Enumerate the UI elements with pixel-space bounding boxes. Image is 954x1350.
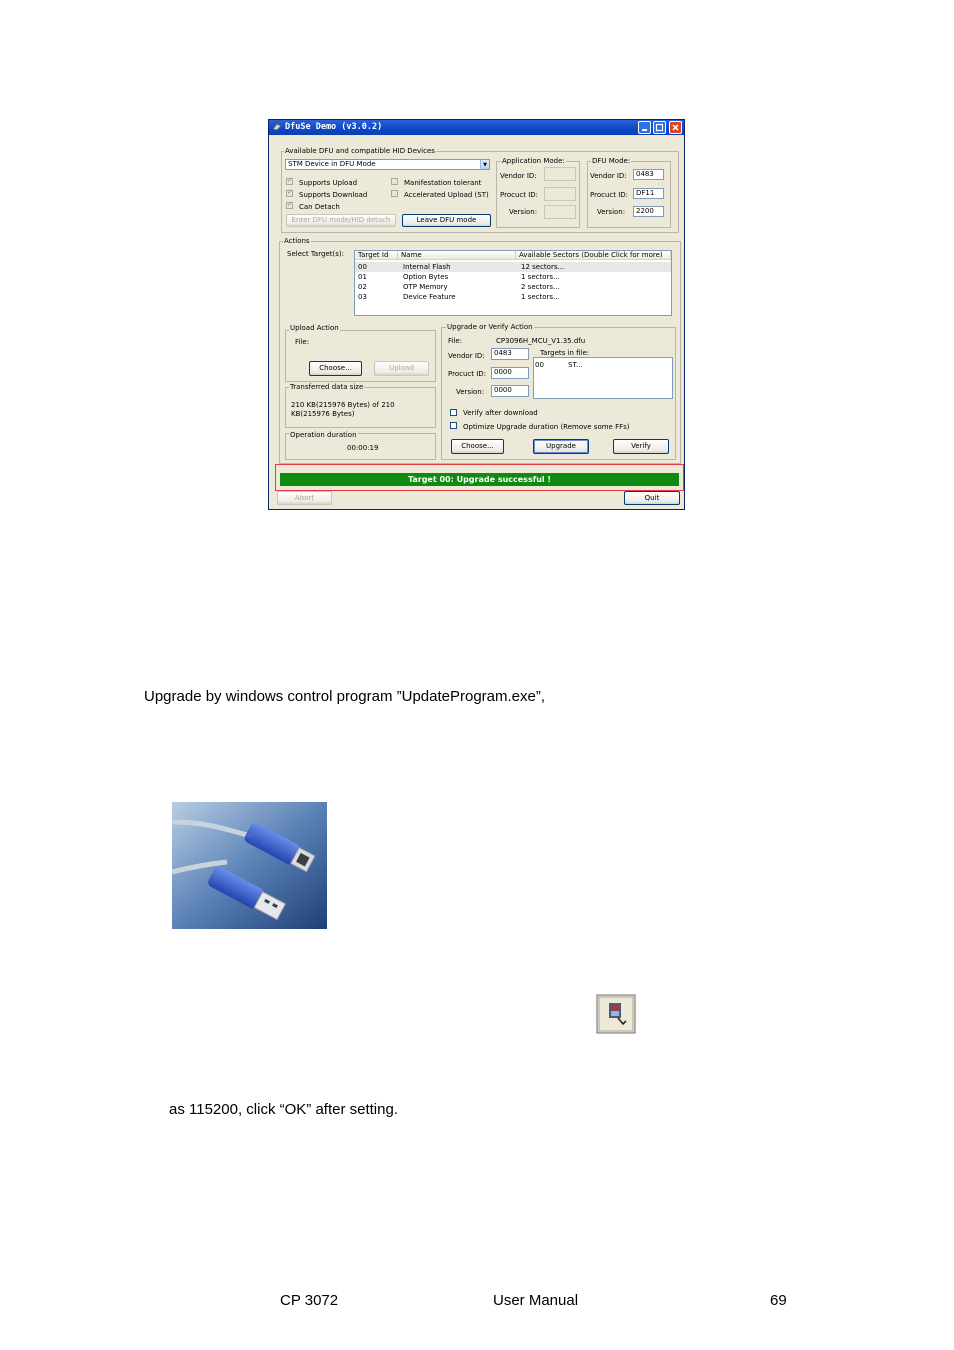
targets-in-file-id[interactable]: 00 [535,361,544,369]
dfu-version-label: Version: [597,208,626,216]
cell-target-id: 02 [358,283,367,291]
duration-label: Operation duration [290,431,357,439]
usb-cable-image [172,802,327,929]
app-vendor-id-field[interactable] [544,167,576,181]
upload-action-label: Upload Action [290,324,339,332]
close-button[interactable] [669,121,682,134]
column-target-id[interactable]: Target Id [355,251,398,260]
table-row[interactable] [355,282,671,292]
upgrade-product-id-label: Procuct ID: [448,370,487,378]
maximize-icon [654,122,665,133]
footer-page-number: 69 [770,1292,787,1309]
optimize-upgrade-label: Optimize Upgrade duration (Remove some FFs) [463,423,630,431]
upgrade-file-value: CP3096H_MCU_V1.35.dfu [496,337,586,345]
upgrade-version-label: Version: [456,388,485,396]
minimize-button[interactable] [638,121,651,134]
dfu-version-field[interactable]: 2200 [633,206,664,217]
supports-upload-label: Supports Upload [299,179,358,187]
device-select-value: STM Device in DFU Mode [288,160,376,168]
status-message: Target 00: Upgrade successful ! [280,473,679,486]
cell-name: Internal Flash [403,263,451,271]
chevron-down-icon[interactable]: ▼ [480,160,489,169]
upgrade-product-id-field[interactable]: 0000 [491,367,529,379]
targets-in-file-name[interactable]: ST... [568,361,583,369]
targets-in-file-group [533,357,673,399]
duration-value: 00:00:19 [347,444,379,452]
upgrade-vendor-id-field[interactable]: 0483 [491,348,529,360]
leave-dfu-mode-button[interactable]: Leave DFU mode [402,214,491,227]
upgrade-choose-button[interactable]: Choose... [451,439,504,454]
footer-model: CP 3072 [280,1292,339,1309]
app-icon [272,123,282,131]
select-target-label: Select Target(s): [287,250,344,258]
dfu-product-id-field[interactable]: DF11 [633,188,664,199]
app-vendor-id-label: Vendor ID: [500,172,537,180]
serial-port-icon [596,994,636,1034]
application-mode-label: Application Mode: [502,157,565,165]
cell-sectors: 1 sectors... [521,273,560,281]
supports-upload-checkbox[interactable] [286,178,293,185]
targets-in-file-label: Targets in file: [540,349,590,357]
window-title: DfuSe Demo (v3.0.2) [285,122,383,132]
app-product-id-field[interactable] [544,187,576,201]
maximize-button[interactable] [653,121,666,134]
upload-choose-button[interactable]: Choose... [309,361,362,376]
usb-cable-photo [172,802,327,929]
upgrade-action-label: Upgrade or Verify Action [447,323,533,331]
transferred-label: Transferred data size [290,383,364,391]
column-name[interactable]: Name [398,251,516,260]
supports-download-label: Supports Download [299,191,368,199]
optimize-upgrade-checkbox[interactable] [450,422,457,429]
upgrade-instruction-text: Upgrade by windows control program ”UpdateProgram.exe”, [144,688,546,705]
accelerated-upload-checkbox[interactable] [391,190,398,197]
enter-dfu-mode-button[interactable]: Enter DFU mode/HID detach [286,214,396,227]
abort-button[interactable]: Abort [277,491,332,505]
cell-sectors: 2 sectors... [521,283,560,291]
cell-sectors: 12 sectors... [521,263,565,271]
app-version-field[interactable] [544,205,576,219]
upgrade-version-field[interactable]: 0000 [491,385,529,397]
upgrade-vendor-id-label: Vendor ID: [448,352,485,360]
table-row[interactable] [355,272,671,282]
verify-after-download-label: Verify after download [463,409,538,417]
verify-button[interactable]: Verify [613,439,669,454]
column-sectors[interactable]: Available Sectors (Double Click for more) [516,251,671,260]
cell-target-id: 03 [358,293,367,301]
upgrade-file-label: File: [448,337,463,345]
targets-table[interactable] [354,250,672,316]
can-detach-label: Can Detach [299,203,340,211]
cell-name: Device Feature [403,293,456,301]
transferred-value: 210 KB(215976 Bytes) of 210 KB(215976 Bytes) [291,401,395,418]
manifestation-tolerant-label: Manifestation tolerant [404,179,482,187]
dfuse-window [268,119,685,510]
actions-label: Actions [284,237,310,245]
baud-instruction-text: as 115200, click “OK” after setting. [169,1101,398,1118]
manifestation-tolerant-checkbox[interactable] [391,178,398,185]
table-row[interactable] [355,262,671,272]
app-version-label: Version: [509,208,538,216]
upgrade-button[interactable]: Upgrade [533,439,589,454]
cell-target-id: 00 [358,263,367,271]
app-product-id-label: Procuct ID: [500,191,539,199]
title-bar[interactable] [269,120,684,135]
footer-title: User Manual [493,1292,579,1309]
accelerated-upload-label: Accelerated Upload (ST) [404,191,489,199]
dfu-product-id-label: Procuct ID: [590,191,629,199]
cell-name: Option Bytes [403,273,449,281]
cell-name: OTP Memory [403,283,448,291]
highlight-box [275,464,684,491]
dfu-mode-label: DFU Mode: [592,157,631,165]
can-detach-checkbox[interactable] [286,202,293,209]
cell-target-id: 01 [358,273,367,281]
dfu-vendor-id-field[interactable]: 0483 [633,169,664,180]
devices-group-label: Available DFU and compatible HID Devices [285,147,435,155]
supports-download-checkbox[interactable] [286,190,293,197]
port-settings-icon[interactable] [596,994,636,1034]
cell-sectors: 1 sectors... [521,293,560,301]
table-row[interactable] [355,292,671,302]
upload-file-label: File: [295,338,310,346]
minimize-icon [639,122,650,133]
upload-button[interactable]: Upload [374,361,429,376]
dfu-vendor-id-label: Vendor ID: [590,172,627,180]
device-select[interactable] [285,159,490,170]
close-icon [670,122,681,133]
targets-table-header [355,251,671,260]
verify-after-download-checkbox[interactable] [450,409,457,416]
quit-button[interactable]: Quit [624,491,680,505]
